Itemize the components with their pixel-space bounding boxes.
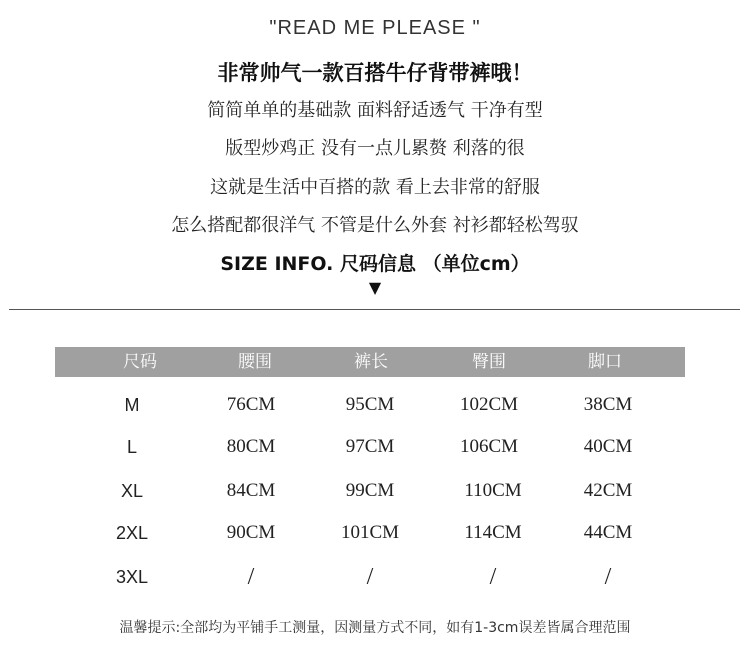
divider	[9, 309, 740, 310]
waist-cell: 84CM	[226, 480, 276, 501]
size-cell: M	[124, 395, 140, 415]
size-cell: 2XL	[115, 523, 149, 543]
read-me-heading: "READ ME PLEASE "	[269, 17, 481, 39]
table-row	[55, 385, 685, 425]
leg-opening-cell: 40CM	[583, 436, 633, 457]
size-cell: XL	[120, 481, 144, 501]
header-waist: 腰围	[238, 352, 272, 372]
header-leg-opening: 脚口	[588, 352, 622, 372]
description-line-2: 版型炒鸡正 没有一点儿累赘 利落的很	[225, 138, 525, 159]
description-line-4: 怎么搭配都很洋气 不管是什么外套 衬衫都轻松驾驭	[171, 215, 579, 236]
waist-cell: 90CM	[226, 522, 276, 543]
leg-opening-cell: /	[604, 564, 612, 590]
length-cell: 99CM	[345, 480, 395, 501]
hip-cell: 110CM	[464, 480, 522, 501]
length-cell: 97CM	[345, 436, 395, 457]
length-cell: /	[366, 564, 374, 590]
waist-cell: 76CM	[226, 394, 276, 415]
leg-opening-cell: 42CM	[583, 480, 633, 501]
description-line-3: 这就是生活中百搭的款 看上去非常的舒服	[210, 177, 540, 198]
leg-opening-cell: 38CM	[583, 394, 633, 415]
length-cell: 95CM	[345, 394, 395, 415]
size-cell: 3XL	[115, 567, 149, 587]
table-header	[55, 347, 685, 377]
hip-cell: 114CM	[464, 522, 522, 543]
table-row	[55, 471, 685, 511]
waist-cell: /	[247, 564, 255, 590]
description-line-1: 简简单单的基础款 面料舒适透气 干净有型	[207, 100, 543, 121]
header-size: 尺码	[123, 352, 157, 372]
product-headline: 非常帅气一款百搭牛仔背带裤哦！	[217, 61, 533, 85]
size-info-title: SIZE INFO. 尺码信息 （单位cm）	[220, 253, 530, 275]
down-arrow-icon: ▼	[368, 278, 382, 297]
hip-cell: 106CM	[459, 436, 519, 457]
table-row	[55, 427, 685, 467]
length-cell: 101CM	[340, 522, 400, 543]
header-length: 裤长	[354, 352, 388, 372]
waist-cell: 80CM	[226, 436, 276, 457]
table-row	[55, 513, 685, 553]
hip-cell: /	[489, 564, 497, 590]
leg-opening-cell: 44CM	[583, 522, 633, 543]
size-cell: L	[126, 437, 137, 457]
header-hip: 臀围	[472, 352, 506, 372]
hip-cell: 102CM	[459, 394, 519, 415]
measurement-note: 温馨提示:全部均为平铺手工测量，因测量方式不同，如有1-3cm误差皆属合理范围	[119, 620, 631, 636]
table-row	[55, 557, 685, 597]
